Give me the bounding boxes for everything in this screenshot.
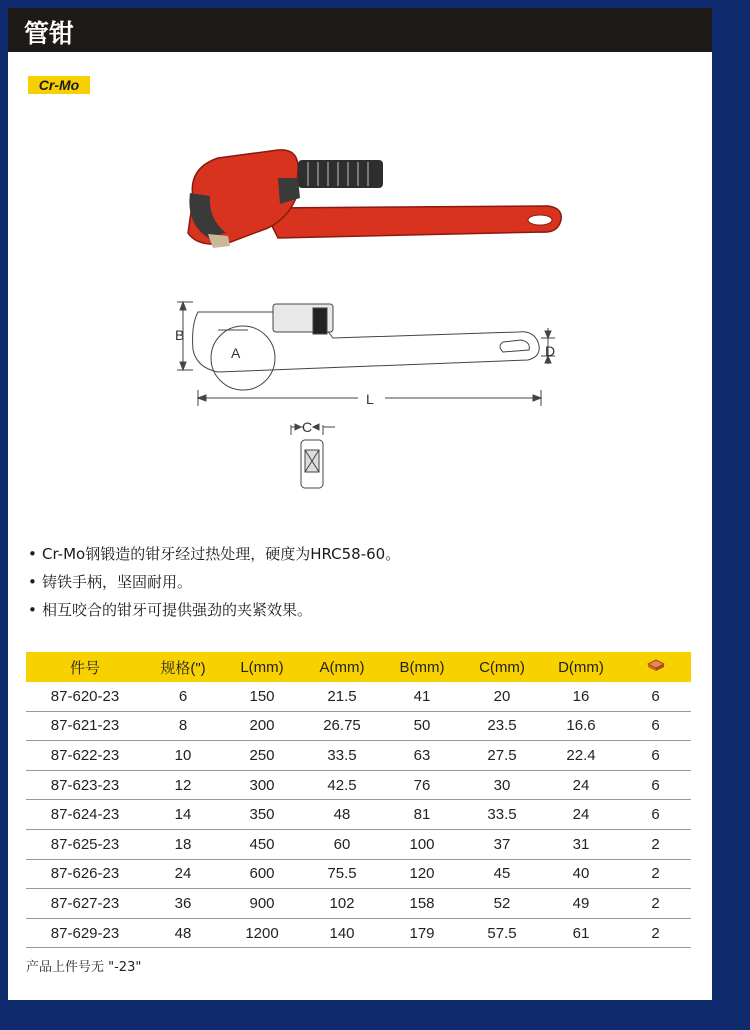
feature-item: • 相互咬合的钳牙可提供强劲的夹紧效果。 xyxy=(28,601,313,619)
dimension-diagram xyxy=(163,290,583,505)
page-title: 管钳 xyxy=(24,19,75,48)
table-row: 87-623-23 12 300 42.5 76 30 24 6 xyxy=(26,770,691,800)
page-header xyxy=(8,8,712,52)
table-row: 87-627-23 36 900 102 158 52 49 2 xyxy=(26,889,691,919)
feature-item: • 铸铁手柄，坚固耐用。 xyxy=(28,573,193,591)
table-row: 87-622-23 10 250 33.5 63 27.5 22.4 6 xyxy=(26,741,691,771)
label-b: B xyxy=(175,327,185,343)
footnote: 产品上件号无 "-23" xyxy=(26,960,142,975)
material-badge: Cr-Mo xyxy=(28,76,90,94)
col-a: A(mm) xyxy=(319,658,365,676)
col-l: L(mm) xyxy=(240,658,284,676)
feature-list xyxy=(28,540,688,624)
pipe-wrench-photo xyxy=(168,138,568,258)
col-size: 规格(") xyxy=(160,659,206,677)
spec-table xyxy=(26,652,691,948)
label-l: L xyxy=(366,391,374,407)
col-c: C(mm) xyxy=(479,658,525,676)
table-row: 87-629-23 48 1200 140 179 57.5 61 2 xyxy=(26,918,691,948)
col-part-no: 件号 xyxy=(69,659,100,677)
col-d: D(mm) xyxy=(558,658,604,676)
col-pack xyxy=(620,652,691,682)
table-header-row xyxy=(26,652,691,682)
product-frame xyxy=(8,8,712,1000)
label-a: A xyxy=(231,345,241,361)
table-row: 87-620-23 6 150 21.5 41 20 16 6 xyxy=(26,682,691,711)
table-row: 87-625-23 18 450 60 100 37 31 2 xyxy=(26,829,691,859)
label-c: C xyxy=(302,419,313,435)
col-b: B(mm) xyxy=(399,658,445,676)
label-d: D xyxy=(545,343,556,359)
table-row: 87-624-23 14 350 48 81 33.5 24 6 xyxy=(26,800,691,830)
table-row: 87-621-23 8 200 26.75 50 23.5 16.6 6 xyxy=(26,711,691,741)
table-row: 87-626-23 24 600 75.5 120 45 40 2 xyxy=(26,859,691,889)
feature-item: • Cr-Mo钢锻造的钳牙经过热处理，硬度为HRC58-60。 xyxy=(28,545,401,563)
box-icon xyxy=(646,658,666,672)
